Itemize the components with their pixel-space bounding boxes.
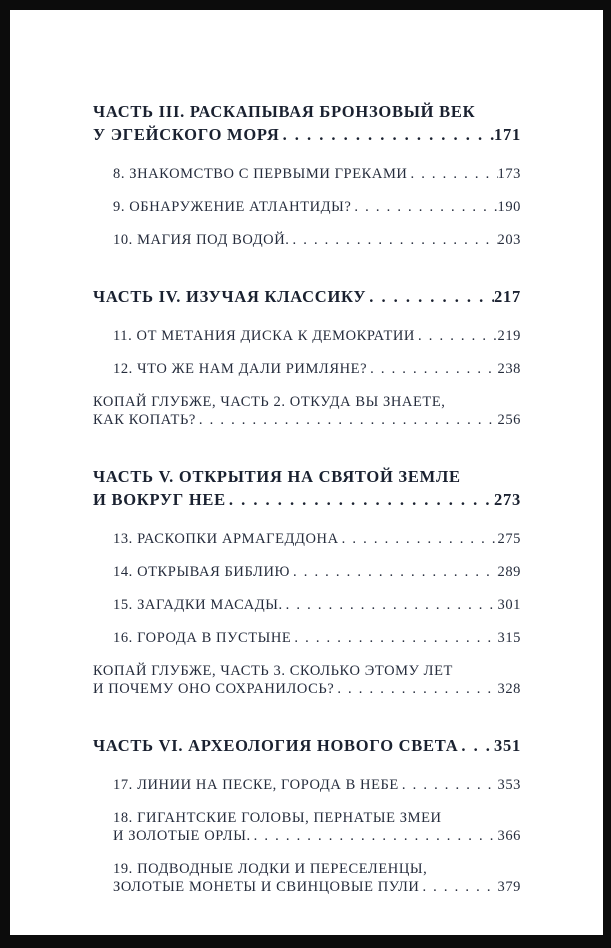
part-title — [93, 465, 521, 511]
entry-text: 8. ЗНАКОМСТВО С ПЕРВЫМИ ГРЕКАМИ — [113, 166, 408, 182]
dot-leader — [229, 488, 494, 511]
dot-leader — [199, 411, 498, 429]
page-number: 379 — [497, 879, 521, 895]
page-number: 203 — [497, 232, 521, 248]
entry-text: 11. ОТ МЕТАНИЯ ДИСКА К ДЕМОКРАТИИ — [113, 328, 415, 344]
table-of-contents — [93, 100, 521, 896]
entry-row — [113, 776, 521, 794]
chapter-entry — [93, 231, 521, 249]
dot-leader — [254, 827, 498, 845]
part-title-row — [93, 285, 521, 308]
dig-deeper-entry — [93, 393, 521, 429]
dot-leader — [293, 563, 498, 581]
part-title-row — [93, 123, 521, 146]
entry-text: И ПОЧЕМУ ОНО СОХРАНИЛОСЬ? — [93, 681, 335, 697]
page-number: 173 — [497, 166, 521, 182]
toc-section — [93, 734, 521, 896]
entry-text: 10. МАГИЯ ПОД ВОДОЙ. — [113, 232, 290, 248]
chapter-entry — [93, 198, 521, 216]
page-number: 217 — [494, 287, 521, 306]
entry-text: 16. ГОРОДА В ПУСТЫНЕ — [113, 630, 292, 646]
entry-row — [93, 411, 521, 429]
entry-text: КАК КОПАТЬ? — [93, 412, 196, 428]
entry-row — [113, 231, 521, 249]
page-number: 275 — [497, 531, 521, 547]
part-title-text: И ВОКРУГ НЕЕ — [93, 490, 226, 509]
entry-text: 14. ОТКРЫВАЯ БИБЛИЮ — [113, 564, 290, 580]
entry-line: КОПАЙ ГЛУБЖЕ, ЧАСТЬ 2. ОТКУДА ВЫ ЗНАЕТЕ, — [93, 394, 446, 410]
entry-line: 19. ПОДВОДНЫЕ ЛОДКИ И ПЕРЕСЕЛЕНЦЫ, — [113, 861, 428, 877]
dot-leader — [418, 327, 498, 345]
dot-leader — [337, 680, 497, 698]
page-number: 190 — [497, 199, 521, 215]
page-number: 351 — [494, 736, 521, 755]
dot-leader — [402, 776, 498, 794]
chapter-entry — [93, 165, 521, 183]
chapter-entry — [93, 563, 521, 581]
part-title-text: ЧАСТЬ VI. АРХЕОЛОГИЯ НОВОГО СВЕТА — [93, 736, 459, 755]
entry-row — [113, 878, 521, 896]
part-title-text: У ЭГЕЙСКОГО МОРЯ — [93, 125, 280, 144]
part-title-row — [93, 488, 521, 511]
entry-text: 17. ЛИНИИ НА ПЕСКЕ, ГОРОДА В НЕБЕ — [113, 777, 399, 793]
toc-section — [93, 465, 521, 698]
page-number: 171 — [494, 125, 521, 144]
page-number: 256 — [497, 412, 521, 428]
page-number: 315 — [497, 630, 521, 646]
entry-text: ЗОЛОТЫЕ МОНЕТЫ И СВИНЦОВЫЕ ПУЛИ — [113, 879, 420, 895]
dot-leader — [422, 878, 497, 896]
entry-text: 15. ЗАГАДКИ МАСАДЫ. — [113, 597, 283, 613]
dig-deeper-entry — [93, 662, 521, 698]
entry-row — [113, 165, 521, 183]
dot-leader — [369, 285, 494, 308]
chapter-entry — [93, 776, 521, 794]
chapter-entry — [93, 360, 521, 378]
entry-text: И ЗОЛОТЫЕ ОРЛЫ. — [113, 828, 251, 844]
chapter-entry — [93, 596, 521, 614]
entry-row — [113, 327, 521, 345]
entry-row — [113, 629, 521, 647]
dot-leader — [286, 596, 498, 614]
entry-row — [113, 198, 521, 216]
page-number: 366 — [497, 828, 521, 844]
part-title — [93, 285, 521, 308]
page-number: 301 — [497, 597, 521, 613]
dot-leader — [410, 165, 497, 183]
chapter-entry — [93, 860, 521, 896]
page-number: 219 — [497, 328, 521, 344]
entry-line: КОПАЙ ГЛУБЖЕ, ЧАСТЬ 3. СКОЛЬКО ЭТОМУ ЛЕТ — [93, 663, 453, 679]
dot-leader — [294, 629, 497, 647]
chapter-entry — [93, 629, 521, 647]
page-number: 328 — [497, 681, 521, 697]
entry-row — [93, 680, 521, 698]
part-title-text: ЧАСТЬ IV. ИЗУЧАЯ КЛАССИКУ — [93, 287, 367, 306]
part-title-line: ЧАСТЬ III. РАСКАПЫВАЯ БРОНЗОВЫЙ ВЕК — [93, 102, 476, 121]
page-number: 289 — [497, 564, 521, 580]
page-number: 238 — [497, 361, 521, 377]
page-number: 353 — [497, 777, 521, 793]
part-title — [93, 100, 521, 146]
toc-section — [93, 100, 521, 249]
entry-row — [113, 563, 521, 581]
dot-leader — [354, 198, 497, 216]
entry-row — [113, 530, 521, 548]
entry-text: 9. ОБНАРУЖЕНИЕ АТЛАНТИДЫ? — [113, 199, 352, 215]
part-title-line: ЧАСТЬ V. ОТКРЫТИЯ НА СВЯТОЙ ЗЕМЛЕ — [93, 467, 461, 486]
dot-leader — [461, 734, 494, 757]
chapter-entry — [93, 327, 521, 345]
dot-leader — [292, 231, 497, 249]
entry-text: 13. РАСКОПКИ АРМАГЕДДОНА — [113, 531, 339, 547]
entry-text: 12. ЧТО ЖЕ НАМ ДАЛИ РИМЛЯНЕ? — [113, 361, 368, 377]
dot-leader — [283, 123, 494, 146]
dot-leader — [342, 530, 498, 548]
part-title — [93, 734, 521, 757]
page-number: 273 — [494, 490, 521, 509]
book-page — [10, 10, 603, 935]
entry-line: 18. ГИГАНТСКИЕ ГОЛОВЫ, ПЕРНАТЫЕ ЗМЕИ — [113, 810, 442, 826]
entry-row — [113, 360, 521, 378]
entry-row — [113, 596, 521, 614]
chapter-entry — [93, 809, 521, 845]
dot-leader — [370, 360, 497, 378]
entry-row — [113, 827, 521, 845]
part-title-row — [93, 734, 521, 757]
toc-section — [93, 285, 521, 429]
chapter-entry — [93, 530, 521, 548]
